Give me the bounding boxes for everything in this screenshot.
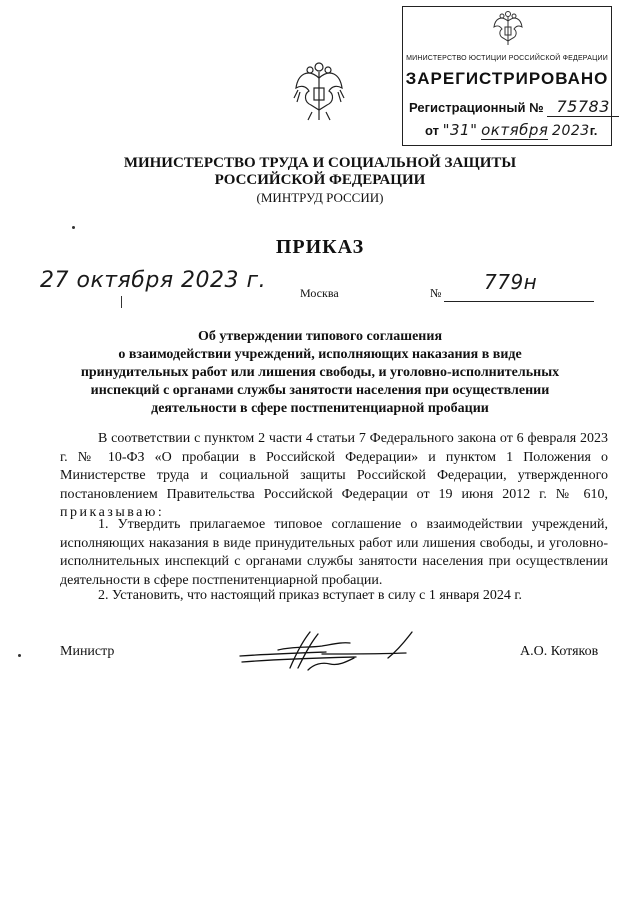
subject-line1: Об утверждении типового соглашения [197, 329, 443, 344]
ministry-name-line1: МИНИСТЕРСТВО ТРУДА И СОЦИАЛЬНОЙ ЗАЩИТЫ [123, 155, 517, 171]
signer-position: Министр [60, 644, 115, 659]
handwritten-signature [238, 628, 422, 674]
item-2-paragraph: 2. Установить, что настоящий приказ вступает в силу с 1 января 2024 г. [98, 588, 523, 603]
order-number: 779н [484, 270, 538, 294]
scan-speck [72, 226, 75, 229]
stamp-ministry: МИНИСТЕРСТВО ЮСТИЦИИ РОССИЙСКОЙ ФЕДЕРАЦИИ [406, 55, 608, 62]
subject-line2: о взаимодействии учреждений, исполняющих наказания в виде [118, 347, 522, 362]
stamp-reg-number: 75783 [547, 97, 619, 117]
stamp-status: ЗАРЕГИСТРИРОВАНО [405, 69, 609, 88]
stamp-date-suffix: г. [589, 123, 598, 138]
document-title: ПРИКАЗ [275, 236, 365, 258]
registration-stamp [402, 6, 612, 146]
stamp-date-prefix: от [425, 123, 439, 138]
stamp-date-year: 2023 [552, 123, 590, 139]
subject-line5: деятельности в сфере постпенитенциарной пробации [151, 401, 489, 416]
date-mark [121, 296, 122, 308]
preamble-text: В соответствии с пунктом 2 части 4 статьи 7 Федерального закона от 6 февраля 2023 г. № 10-ФЗ «О пробации в Российской Федерации» и пунктом 1 Положения о Министерстве труда и социальной защиты Российской Федерации, утвержденного постановлением Правительства Российской Федерации от 19 июня 2012 г. № 610, [60, 431, 608, 502]
subject-line3: принудительных работ или лишения свободы, и уголовно-исполнительных [80, 365, 560, 380]
coat-of-arms-icon [491, 11, 525, 49]
order-date: 27 октября 2023 г. [40, 268, 267, 293]
subject-line4: инспекций с органами службы занятости населения при осуществлении [90, 383, 550, 398]
stamp-reg-label: Регистрационный № [409, 100, 544, 115]
scan-speck [18, 654, 21, 657]
signer-name: А.О. Котяков [520, 644, 599, 659]
ministry-name-line2: РОССИЙСКОЙ ФЕДЕРАЦИИ [214, 172, 426, 188]
order-word: приказываю: [60, 505, 165, 520]
stamp-date-month: октября [481, 121, 549, 139]
order-city: Москва [300, 286, 339, 300]
stamp-date-row [425, 121, 597, 140]
order-number-label: № [430, 286, 442, 300]
item-1-paragraph: 1. Утвердить прилагаемое типовое соглашение о взаимодействии учреждений, исполняющих наказания в виде принудительных работ или лишения свободы, и уголовно-исполнительных инспекций с органами службы занятости населения при осуществлении деятельности в сфере постпенитенциарной пробации. [60, 517, 608, 588]
stamp-date-day: "31" [442, 121, 478, 139]
coat-of-arms-icon [292, 62, 346, 124]
stamp-reg-row [409, 97, 619, 117]
ministry-short-name: (МИНТРУД РОССИИ) [256, 190, 384, 205]
preamble-paragraph [60, 430, 608, 523]
